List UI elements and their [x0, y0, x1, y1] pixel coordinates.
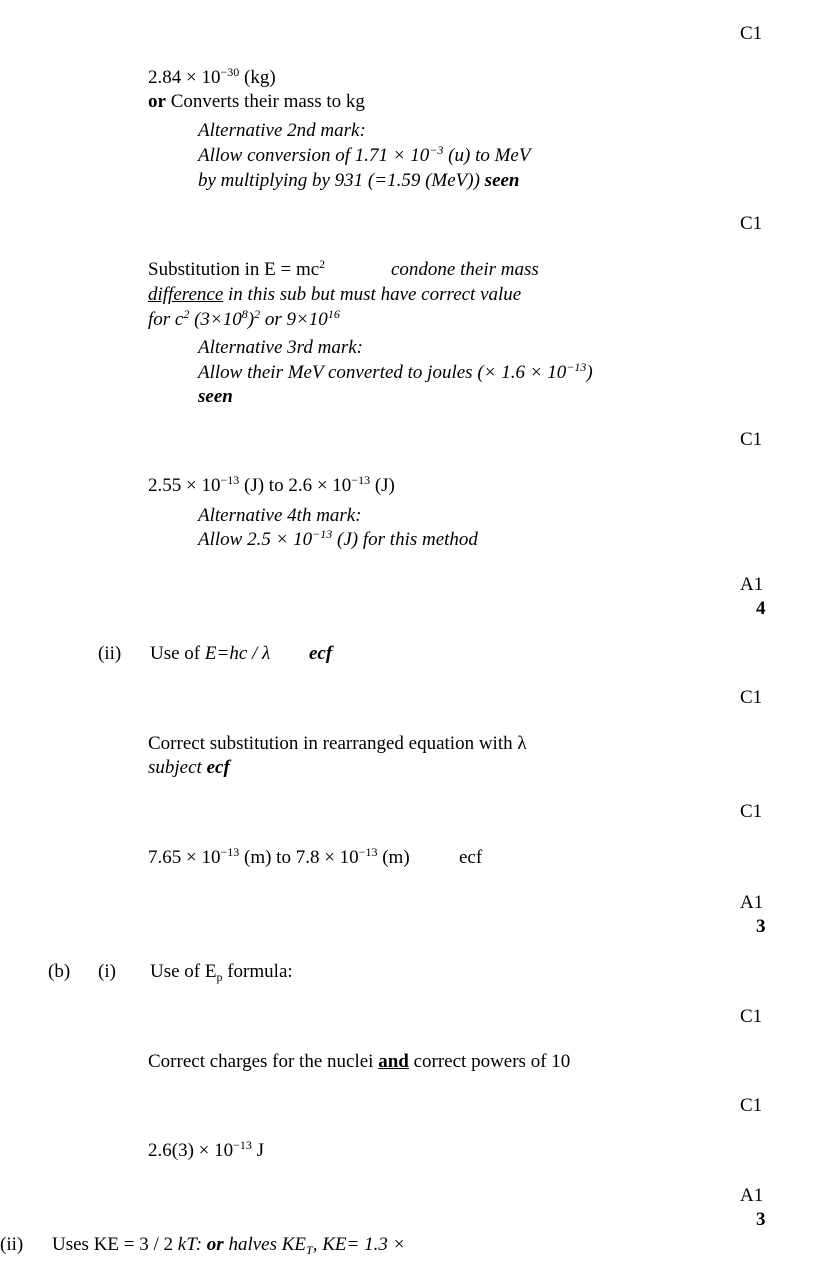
part-number: (ii) — [0, 1234, 24, 1255]
energy-answer: $2.55 \times 10^{-13}$ (J) to $2.6 \times 10^{-13}$ (J) — [148, 473, 395, 496]
ecf-note: ecf — [309, 643, 333, 664]
alt4-heading: Alternative 4th mark: — [198, 505, 362, 526]
alt3-line: seen — [198, 386, 233, 407]
substitution-line: Correct substitution in rearranged equation with λ — [148, 733, 527, 754]
kinetic-energy-line: Uses KE = 3 / 2 kT: or halves $KE_T$, KE= 1.3 × — [52, 1234, 406, 1257]
alt2-heading: Alternative 2nd mark: — [198, 120, 366, 141]
part-letter: (b) — [48, 961, 71, 982]
mark-c1: C1 — [740, 429, 763, 450]
alt2-line: Allow conversion of $1.71 \times 10^{-3}$ (u) to MeV — [198, 143, 531, 166]
mark-total: 3 — [756, 916, 766, 937]
mark-a1: A1 — [740, 574, 764, 595]
mark-c1: C1 — [740, 213, 763, 234]
part-number: (i) — [98, 961, 116, 982]
mark-a1: A1 — [740, 892, 764, 913]
formula-line: Use of $E_p$ formula: — [150, 961, 293, 984]
charges-line: Correct charges for the nuclei and correct powers of 10 — [148, 1051, 571, 1072]
mark-c1: C1 — [740, 1006, 763, 1027]
alt3-heading: Alternative 3rd mark: — [198, 337, 363, 358]
mark-c1: C1 — [740, 1095, 763, 1116]
wavelength-answer: $7.65 \times 10^{-13}$ (m) to $7.8 \times 10^{-13}$ (m) — [148, 845, 410, 868]
mark-a1: A1 — [740, 1185, 764, 1206]
energy-answer: $2.6(3) \times 10^{-13}$ J — [148, 1138, 265, 1161]
mark-c1: C1 — [740, 23, 763, 44]
substitution-line: subject ecf — [148, 757, 230, 778]
part-number: (ii) — [98, 643, 122, 664]
alt4-line: Allow $2.5 \times 10^{-13}$ (J) for this method — [198, 527, 478, 550]
mark-total: 4 — [756, 598, 766, 619]
substitution-line: Substitution in $E = mc^2$ — [148, 257, 326, 280]
condone-note: condone their mass — [391, 259, 539, 280]
mark-c1: C1 — [740, 687, 763, 708]
condone-note: for $c^2$ $(3\times 10^8)^2$ or $9\times 10^{16}$ — [148, 307, 340, 330]
alt2-line: by multiplying by 931 (=1.59 (MeV)) seen — [198, 170, 520, 191]
photon-equation-line: Use of E=hc / λ — [150, 643, 271, 664]
alt3-line: Allow their MeV converted to joules (× $1.6 \times 10^{-13}$) — [198, 360, 593, 383]
ecf-note: ecf — [459, 847, 483, 868]
mark-total: 3 — [756, 1209, 766, 1230]
condone-note: difference in this sub but must have correct value — [148, 284, 522, 305]
mark-c1: C1 — [740, 801, 763, 822]
mass-alternative: or Converts their mass to kg — [148, 91, 365, 112]
mass-answer: $2.84 \times 10^{-30}$ (kg) — [148, 65, 276, 88]
